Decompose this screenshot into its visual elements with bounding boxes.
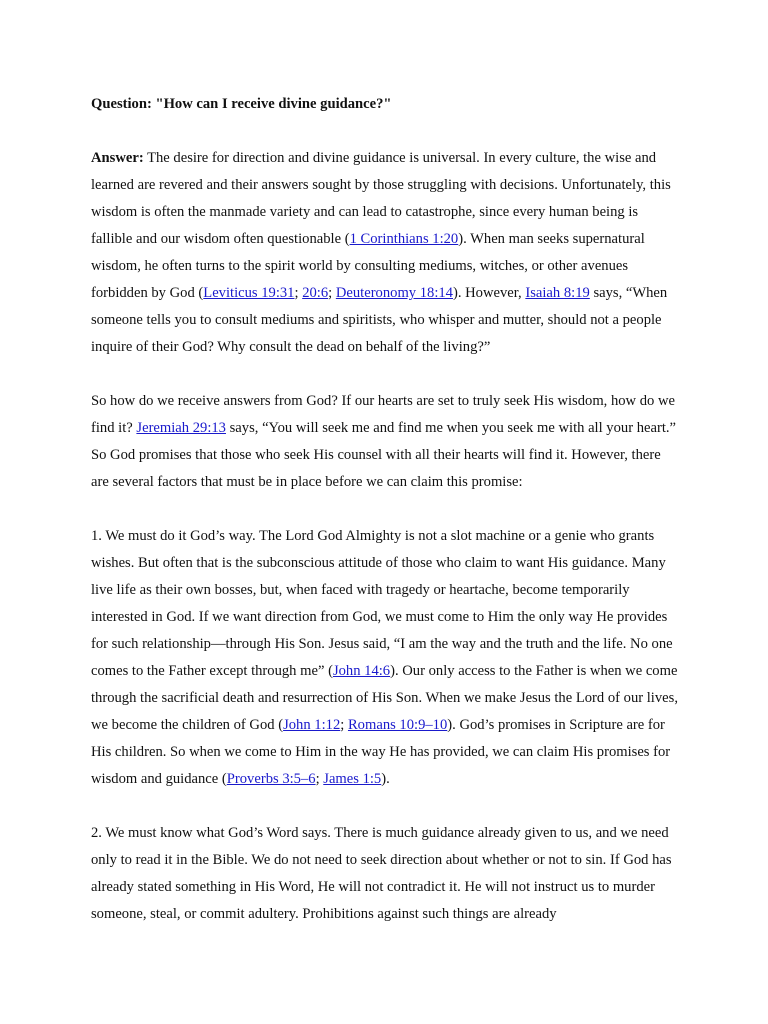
scripture-link-jeremiah-29-13[interactable]: Jeremiah 29:13 — [136, 420, 226, 436]
answer-label: Answer: — [91, 150, 144, 166]
answer-text: ). When man seeks supernatural wisdom, he often turns to the spirit world by consulting mediums, witches, or other avenues forbidden by God ( — [91, 231, 645, 301]
answer-text: ; — [294, 285, 303, 301]
seek-text: says, “You will seek me and find me when you seek me with all your heart.” So God promises that those who seek His counsel with all their hearts will find it. However, there are several factors that must be in place before we can claim this promise: — [91, 420, 676, 490]
scripture-link-deuteronomy-18-14[interactable]: Deuteronomy 18:14 — [335, 285, 453, 301]
answer-paragraph — [91, 145, 680, 361]
seek-paragraph — [91, 388, 680, 496]
scripture-link-proverbs-3-5-6[interactable]: Proverbs 3:5–6 — [226, 771, 316, 787]
point-1-text: ; — [315, 771, 324, 787]
scripture-link-john-1-12[interactable]: John 1:12 — [283, 717, 341, 733]
seek-text: So how do we receive answers from God? If our hearts are set to truly seek His wisdom, how do we find it? — [91, 393, 676, 436]
point-1-text: 1. We must do it God’s way. The Lord God Almighty is not a slot machine or a genie who grants wishes. But often that is the subconscious attitude of those who claim to want His guidance. Many live life as their own bosses, but, when faced with tragedy or heartache, become temporarily interested in God. If we want direction from God, we must come to Him the only way He provides for such relationship—through His Son. Jesus said, “I am the way and the truth and the life. No one comes to the Father except through me” ( — [91, 528, 673, 679]
scripture-link-james-1-5[interactable]: James 1:5 — [323, 771, 382, 787]
point-2-text: 2. We must know what God’s Word says. There is much guidance already given to us, and we need only to read it in the Bible. We do not need to seek direction about whether or not to sin. If God has already stated something in His Word, He will not contradict it. He will not instruct us to murder someone, steal, or commit adultery. Prohibitions against such things are already — [91, 825, 672, 922]
scripture-link-romans-10-9-10[interactable]: Romans 10:9–10 — [347, 717, 448, 733]
scripture-link-isaiah-8-19[interactable]: Isaiah 8:19 — [525, 285, 590, 301]
answer-text: The desire for direction and divine guidance is universal. In every culture, the wise and learned are revered and their answers sought by those struggling with decisions. Unfortunately, this wisdom is often the manmade variety and can lead to catastrophe, since every human being is fallible and our wisdom often questionable ( — [91, 150, 671, 247]
point-1-text: ). God’s promises in Scripture are for His children. So when we come to Him in the way He has provided, we can claim His promises for wisdom and guidance ( — [91, 717, 671, 787]
point-1-text: ; — [340, 717, 348, 733]
scripture-link-leviticus-19-31[interactable]: Leviticus 19:31 — [203, 285, 295, 301]
point-2-paragraph — [91, 820, 680, 928]
scripture-link-1-corinthians-1-20[interactable]: 1 Corinthians 1:20 — [349, 231, 459, 247]
question-heading: Question: "How can I receive divine guidance?" — [91, 96, 392, 112]
scripture-link-john-14-6[interactable]: John 14:6 — [332, 663, 391, 679]
point-1-text: ). Our only access to the Father is when we come through the sacrificial death and resurrection of His Son. When we make Jesus the Lord of our lives, we become the children of God ( — [91, 663, 678, 733]
scripture-link-leviticus-20-6[interactable]: 20:6 — [302, 285, 329, 301]
point-1-paragraph — [91, 523, 680, 793]
answer-text: ). However, — [452, 285, 526, 301]
answer-text: ; — [328, 285, 336, 301]
point-1-text: ). — [381, 771, 390, 787]
answer-text: says, “When someone tells you to consult mediums and spiritists, who whisper and mutter, should not a people inquire of their God? Why consult the dead on behalf of the living?” — [91, 285, 668, 355]
